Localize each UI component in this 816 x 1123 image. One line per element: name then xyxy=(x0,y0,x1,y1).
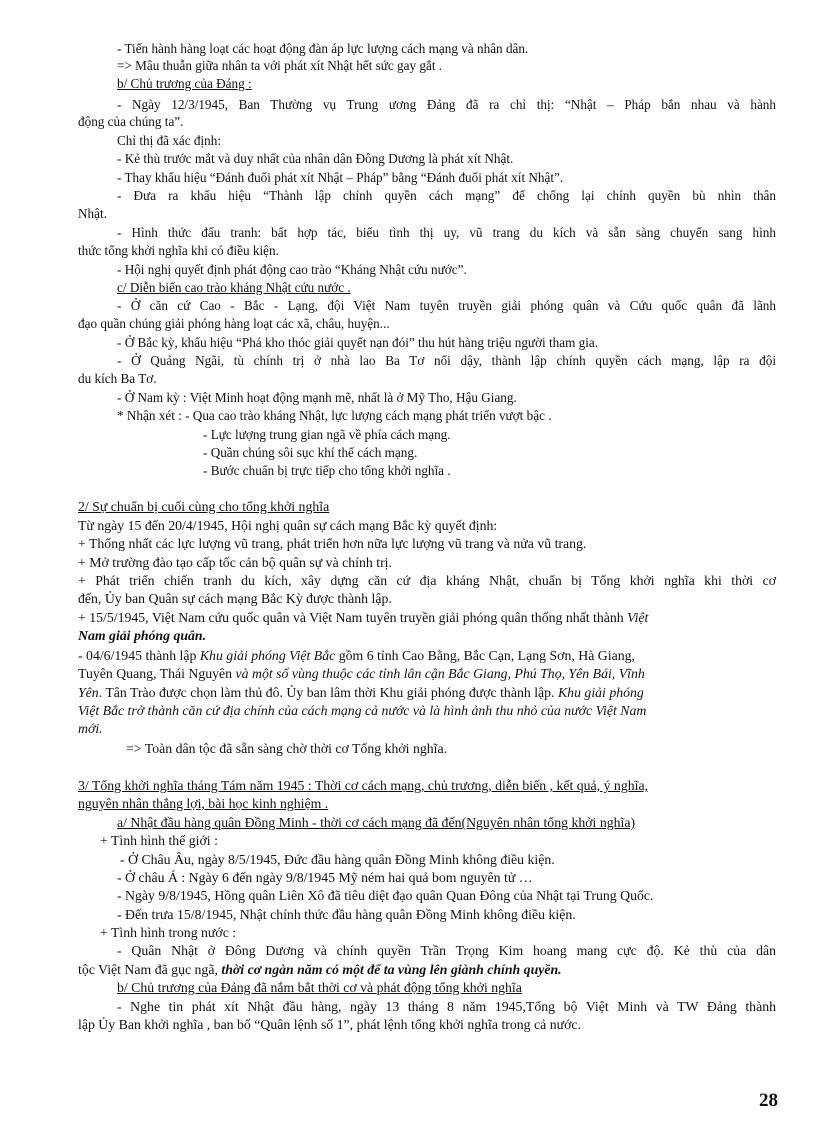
section-heading-c: c/ Diễn biến cao trào kháng Nhật cứu nước . xyxy=(117,280,351,295)
text-line xyxy=(78,665,645,682)
text-line: + Thống nhất các lực lượng vũ trang, phát triển hơn nữa lực lượng vũ trang và nửa vũ trang. xyxy=(78,536,587,551)
text-line xyxy=(78,647,635,664)
italic-run: Việt xyxy=(627,610,649,625)
text-line: - Ở châu Á : Ngày 6 đến ngày 9/8/1945 Mỹ ném hai quả bom nguyên tử … xyxy=(117,870,533,885)
text-line: Nhật. xyxy=(78,206,107,221)
text-line: du kích Ba Tơ. xyxy=(78,371,157,386)
text-line: động của chúng ta”. xyxy=(78,114,184,129)
remark-item: - Lực lượng trung gian ngã về phía cách mạng. xyxy=(203,427,451,442)
text-run: gồm 6 tỉnh Cao Bằng, Bắc Cạn, Lạng Sơn, Hà Giang, xyxy=(338,648,635,663)
section-heading-b: b/ Chủ trương của Đảng : xyxy=(117,76,252,91)
text-line: - Đưa ra khẩu hiệu “Thành lập chính quyền cách mạng” để chống lại chính quyền bù nhìn thân xyxy=(117,188,776,203)
section-heading-3: 3/ Tổng khởi nghĩa tháng Tám năm 1945 : Thời cơ cách mạng, chủ trương, diễn biến , kết quả, ý nghĩa, xyxy=(78,778,649,793)
italic-line: mới. xyxy=(78,721,103,736)
italic-run: Khu giải phóng xyxy=(557,685,644,700)
text-line: - Ở Nam kỳ : Việt Minh hoạt động mạnh mẽ, nhất là ở Mỹ Tho, Hậu Giang. xyxy=(117,390,517,405)
text-run: . Tân Trào được chọn làm thủ đô. Ủy ban lâm thời Khu giải phóng được thành lập. xyxy=(98,685,555,700)
conclusion-line: => Toàn dân tộc đã sẵn sàng chờ thời cơ Tổng khởi nghĩa. xyxy=(126,741,448,756)
text-line: đến, Ủy ban Quân sự cách mạng Bắc Kỳ được thành lập. xyxy=(78,591,392,606)
text-run: Tuyên Quang, Thái Nguyên xyxy=(78,666,233,681)
text-line: - Ngày 9/8/1945, Hồng quân Liên Xô đã tiêu diệt đạo quân Quan Đông của Nhật tại Trung Quốc. xyxy=(117,888,654,903)
bold-italic-run: thời cơ ngàn năm có một để ta vùng lên giành chính quyền. xyxy=(221,962,562,977)
text-run: + 15/5/1945, Việt Nam cứu quốc quân và Việt Nam tuyên truyền giải phóng quân thống nhất thành xyxy=(78,610,624,625)
section-heading-3-cont: nguyên nhân thắng lợi, bài học kinh nghiệm . xyxy=(78,796,329,811)
text-run: tộc Việt Nam đã gục ngã, xyxy=(78,962,218,977)
text-line: + Tình hình thế giới : xyxy=(100,833,218,848)
italic-run: Khu giải phóng Việt Bắc xyxy=(199,648,336,663)
page-number: 28 xyxy=(759,1090,778,1111)
text-line: + Tình hình trong nước : xyxy=(100,925,237,940)
text-line xyxy=(78,609,648,626)
text-line: - Ở Quảng Ngãi, tù chính trị ở nhà lao Ba Tơ nổi dậy, thành lập chính quyền cách mạng, lập ra đội xyxy=(117,353,776,368)
remark-line: * Nhận xét : - Qua cao trào kháng Nhật, lực lượng cách mạng phát triển vượt bậc . xyxy=(117,408,552,423)
bold-italic-line: Nam giải phóng quân. xyxy=(78,628,207,643)
italic-run: và một số vùng thuộc các tỉnh lân cận Bắc Giang, Phú Thọ, Yên Bái, Vĩnh xyxy=(235,666,645,681)
text-line: - Ngày 12/3/1945, Ban Thường vụ Trung ương Đảng đã ra chỉ thị: “Nhật – Pháp bắn nhau và hành xyxy=(117,97,776,112)
section-heading-a: a/ Nhật đầu hàng quân Đồng Minh - thời cơ cách mạng đã đến(Nguyên nhân tổng khởi nghĩa) xyxy=(117,815,636,830)
text-line: - Hội nghị quyết định phát động cao trào “Kháng Nhật cứu nước”. xyxy=(117,262,467,277)
text-line: - Nghe tin phát xít Nhật đầu hàng, ngày 13 tháng 8 năm 1945,Tổng bộ Việt Minh và TW Đảng thành xyxy=(117,999,776,1014)
text-line: - Ở Bắc kỳ, khẩu hiệu “Phá kho thóc giải quyết nạn đói” thu hút hàng triệu người tham gia. xyxy=(117,335,599,350)
text-line: - Tiến hành hàng loạt các hoạt động đàn áp lực lượng cách mạng và nhân dân. xyxy=(117,41,529,56)
text-line: + Mở trường đào tạo cấp tốc cán bộ quân sự và chính trị. xyxy=(78,555,392,570)
text-line: đạo quần chúng giải phóng hàng loạt các xã, châu, huyện... xyxy=(78,316,390,331)
text-line: - Kẻ thù trước mắt và duy nhất của nhân dân Đông Dương là phát xít Nhật. xyxy=(117,151,514,166)
text-line: Từ ngày 15 đến 20/4/1945, Hội nghị quân sự cách mạng Bắc kỳ quyết định: xyxy=(78,518,498,533)
text-line: - Quân Nhật ở Đông Dương và chính quyền Trần Trọng Kim hoang mang cực độ. Kẻ thù của dân xyxy=(117,943,776,958)
text-line: - Ở căn cứ Cao - Bắc - Lạng, đội Việt Nam tuyên truyền giải phóng quân và Cứu quốc quân đã lãnh xyxy=(117,298,776,313)
text-line: - Ở Châu Âu, ngày 8/5/1945, Đức đầu hàng quân Đồng Minh không điều kiện. xyxy=(120,852,555,867)
text-line: - Đến trưa 15/8/1945, Nhật chính thức đầu hàng quân Đồng Minh không điều kiện. xyxy=(117,907,576,922)
text-line: thức tổng khởi nghĩa khi có điều kiện. xyxy=(78,243,279,258)
italic-line: Việt Bắc trở thành căn cứ địa chính của cách mạng cả nước và là hình ảnh thu nhỏ của nước Việt Nam xyxy=(78,703,647,718)
section-heading-b2: b/ Chủ trương của Đảng đã nắm bắt thời cơ và phát động tổng khởi nghĩa xyxy=(117,980,522,995)
text-line: - Thay khẩu hiệu “Đánh đuổi phát xít Nhật – Pháp” bằng “Đánh đuổi phát xít Nhật”. xyxy=(117,170,564,185)
text-line: Chỉ thị đã xác định: xyxy=(117,133,222,148)
text-line: lập Ủy Ban khởi nghĩa , ban bố “Quân lệnh số 1”, phát lệnh tổng khởi nghĩa trong cả nước. xyxy=(78,1017,581,1032)
text-run: - 04/6/1945 thành lập xyxy=(78,648,197,663)
text-line xyxy=(78,684,644,701)
text-line: + Phát triển chiến tranh du kích, xây dựng căn cứ địa kháng Nhật, chuẩn bị Tổng khởi nghĩa khi thời cơ xyxy=(78,573,776,588)
section-heading-2: 2/ Sự chuẩn bị cuối cùng cho tổng khởi nghĩa xyxy=(78,499,330,514)
italic-run: Yên xyxy=(78,685,99,700)
text-line: - Hình thức đấu tranh: bất hợp tác, biểu tình thị uy, vũ trang du kích và sẵn sàng chuyển sang hình xyxy=(117,225,776,240)
text-line xyxy=(78,961,562,978)
conclusion-line: => Mâu thuẫn giữa nhân ta với phát xít Nhật hết sức gay gắt . xyxy=(117,58,443,73)
remark-item: - Bước chuẩn bị trực tiếp cho tổng khởi nghĩa . xyxy=(203,463,451,478)
remark-item: - Quần chúng sôi sục khí thế cách mạng. xyxy=(203,445,418,460)
